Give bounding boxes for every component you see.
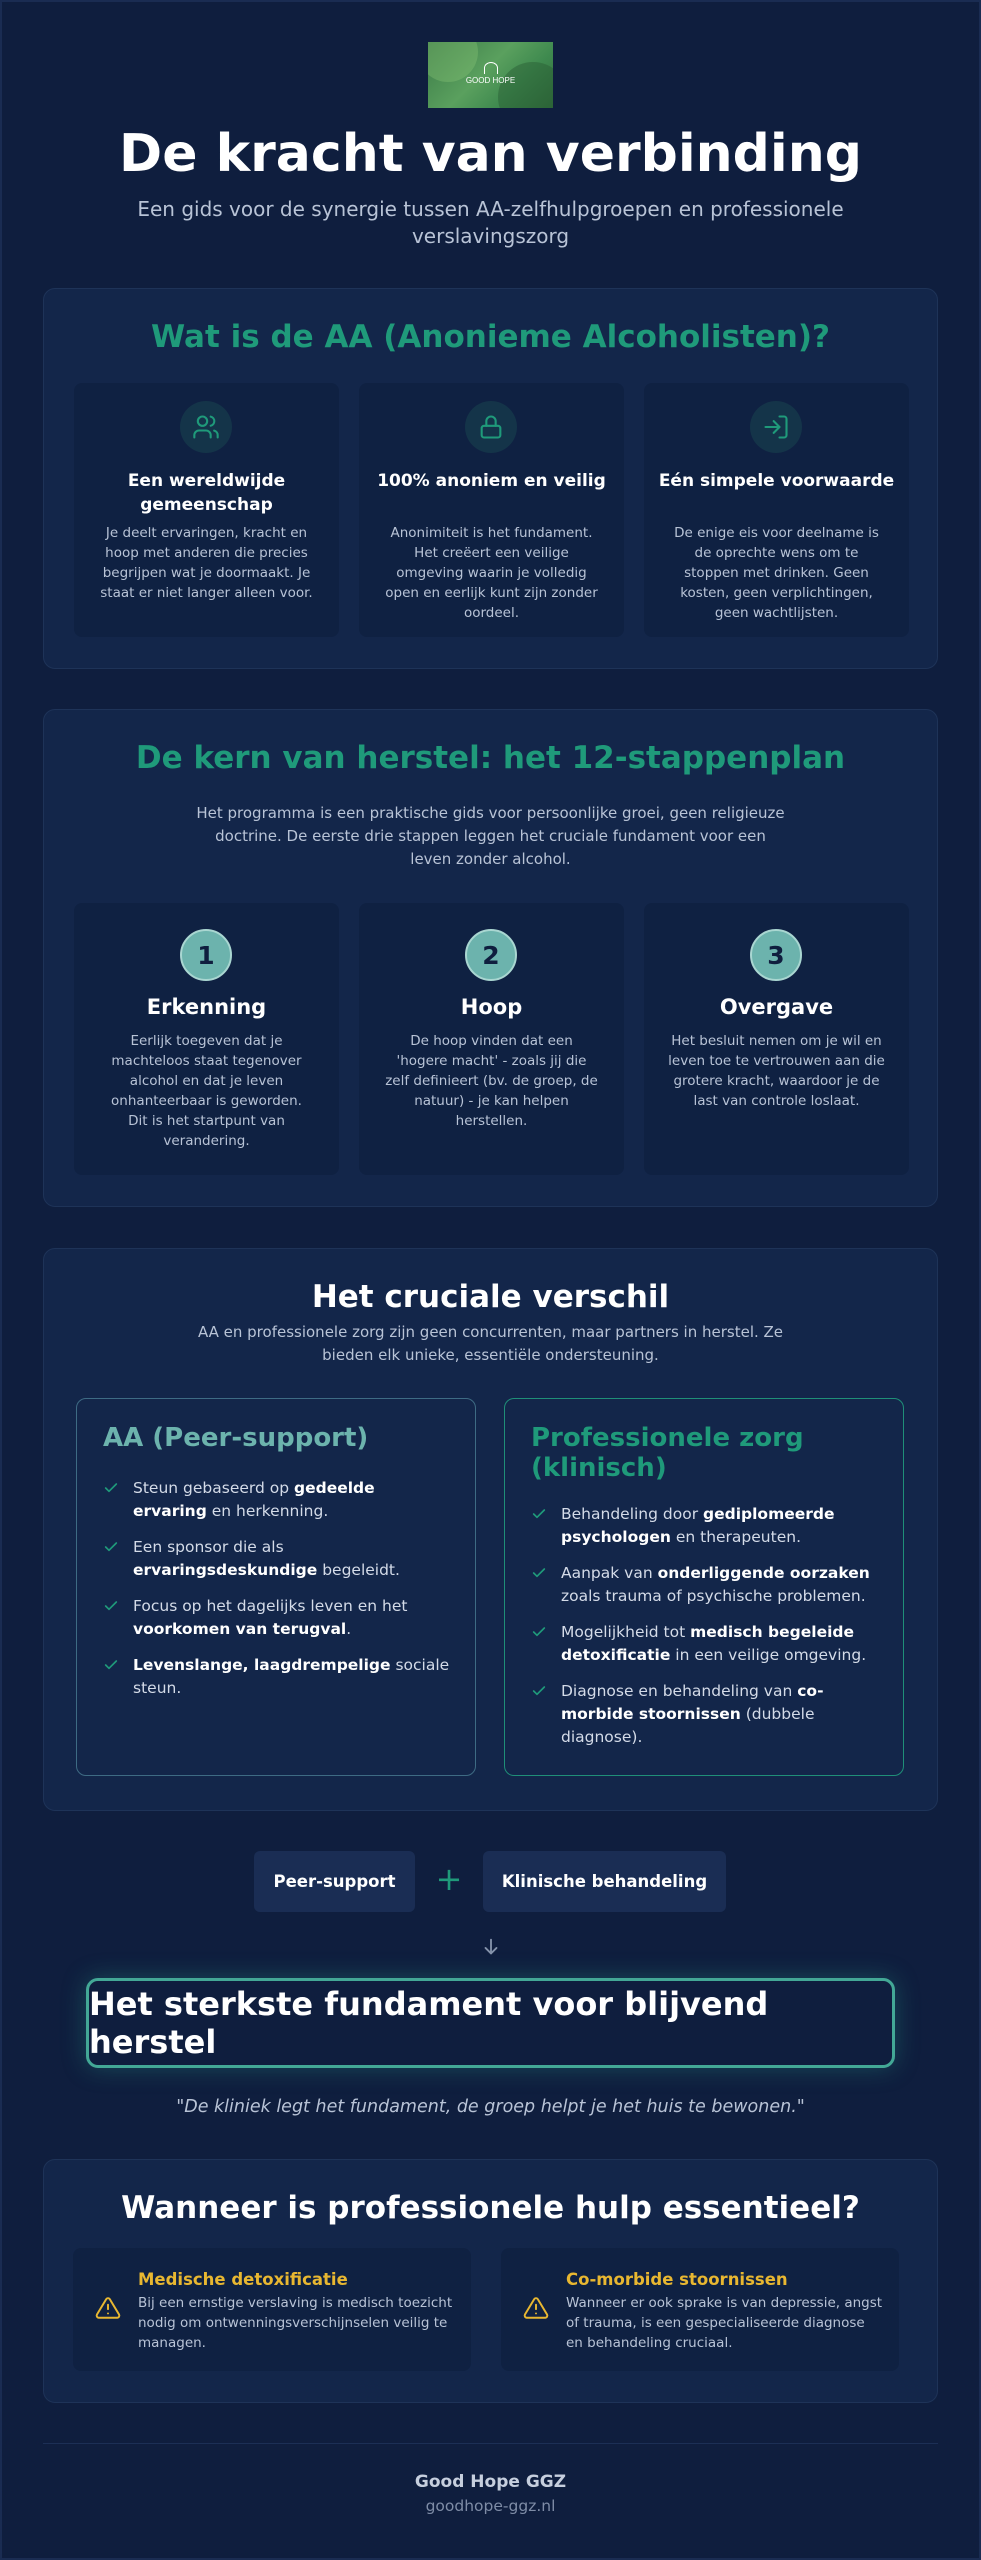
warning-icon xyxy=(95,2295,121,2325)
check-icon xyxy=(531,1506,547,1529)
check-icon xyxy=(103,1539,119,1562)
section-title: Wat is de AA (Anonieme Alcoholisten)? xyxy=(150,319,831,355)
aa-list xyxy=(103,1477,453,1713)
list-item: Mogelijkheid tot medisch begeleide detoxificatie in een veilige omgeving. xyxy=(531,1621,881,1667)
list-item: Steun gebaseerd op gedeelde ervaring en herkenning. xyxy=(103,1477,453,1523)
footer-organization: Good Hope GGZ xyxy=(414,2472,567,2492)
check-icon xyxy=(103,1480,119,1503)
box-title: AA (Peer-support) xyxy=(103,1423,369,1453)
warning-text: Wanneer er ook sprake is van depressie, angst of trauma, is een gespecialiseerde diagnose en behandeling cruciaal. xyxy=(566,2295,883,2351)
step-card-2 xyxy=(359,903,624,1175)
list-item: Diagnose en behandeling van co-morbide stoornissen (dubbele diagnose). xyxy=(531,1680,881,1749)
card-title: Eén simpele voorwaarde xyxy=(658,471,895,491)
aa-card-community xyxy=(74,383,339,637)
quote: "De kliniek legt het fundament, de groep helpt je het huis te bewonen." xyxy=(176,2097,805,2117)
section-title: Wanneer is professionele hulp essentieel? xyxy=(121,2190,860,2226)
list-item: Aanpak van onderliggende oorzaken zoals trauma of psychische problemen. xyxy=(531,1562,881,1608)
card-text: De enige eis voor deelname is de oprechte wens om te stoppen met drinken. Geen kosten, geen verplichtingen, geen wachtlijsten. xyxy=(674,525,879,621)
section-intro: AA en professionele zorg zijn geen concurrenten, maar partners in herstel. Ze bieden elk unieke, essentiële ondersteuning. xyxy=(197,1323,784,1364)
step-number: 2 xyxy=(465,929,517,981)
card-text: Je deelt ervaringen, kracht en hoop met anderen die precies begrijpen wat je doormaakt. Je staat er niet langer alleen voor. xyxy=(100,525,313,601)
clinical-treatment-pill: Klinische behandeling xyxy=(483,1851,726,1912)
footer-website-link[interactable]: goodhope-ggz.nl xyxy=(425,2497,556,2515)
step-number: 3 xyxy=(750,929,802,981)
card-title: Een wereldwijde gemeenschap xyxy=(127,471,286,515)
warning-card-detox xyxy=(73,2248,471,2371)
strongest-foundation-box: Het sterkste fundament voor blijvend herstel xyxy=(86,1978,895,2068)
section-intro: Het programma is een praktische gids voor persoonlijke groei, geen religieuze doctrine. De eerste drie stappen leggen het cruciale fundament voor een leven zonder alcohol. xyxy=(196,804,785,868)
list-item: Levenslange, laagdrempelige sociale steun. xyxy=(103,1654,453,1700)
check-icon xyxy=(531,1683,547,1706)
what-is-aa-section xyxy=(43,288,938,669)
users-icon xyxy=(180,401,232,453)
warning-title: Co-morbide stoornissen xyxy=(566,2270,788,2289)
section-title: De kern van herstel: het 12-stappenplan xyxy=(135,740,846,776)
aa-peer-support-box xyxy=(76,1398,476,1776)
sign-in-icon xyxy=(750,401,802,453)
aa-card-anonymous xyxy=(359,383,624,637)
professional-care-box xyxy=(504,1398,904,1776)
arrow-down-icon xyxy=(480,1936,502,1962)
list-item: Behandeling door gediplomeerde psychologen en therapeuten. xyxy=(531,1503,881,1549)
check-icon xyxy=(531,1565,547,1588)
step-card-1 xyxy=(74,903,339,1175)
warning-card-comorbid xyxy=(501,2248,899,2371)
good-hope-logo: GOOD HOPE xyxy=(428,42,553,108)
step-card-3 xyxy=(644,903,909,1175)
check-icon xyxy=(531,1624,547,1647)
plus-icon: + xyxy=(435,1860,463,1898)
step-title: Overgave xyxy=(719,995,834,1019)
step-number: 1 xyxy=(180,929,232,981)
list-item: Focus op het dagelijks leven en het voorkomen van terugval. xyxy=(103,1595,453,1641)
warning-title: Medische detoxificatie xyxy=(138,2270,348,2289)
twelve-steps-section xyxy=(43,709,938,1207)
step-text: Eerlijk toegeven dat je machteloos staat tegenover alcohol en dat je leven onhanteerbaar is geworden. Dit is het startpunt van verandering. xyxy=(111,1033,302,1149)
step-title: Hoop xyxy=(460,995,523,1019)
list-item: Een sponsor die als ervaringsdeskundige begeleidt. xyxy=(103,1536,453,1582)
card-text: Anonimiteit is het fundament. Het creëert een veilige omgeving waarin je volledig open en eerlijk kunt zijn zonder oordeel. xyxy=(385,525,598,621)
step-text: De hoop vinden dat een 'hogere macht' - zoals jij die zelf definieert (bv. de groep, de natuur) - je kan helpen herstellen. xyxy=(385,1033,598,1129)
warning-icon xyxy=(523,2295,549,2325)
step-text: Het besluit nemen om je wil en leven toe te vertrouwen aan die grotere kracht, waardoor je de last van controle loslaat. xyxy=(668,1033,885,1109)
check-icon xyxy=(103,1657,119,1680)
peer-support-pill: Peer-support xyxy=(254,1851,415,1912)
pro-list xyxy=(531,1503,881,1762)
card-title: 100% anoniem en veilig xyxy=(377,471,606,491)
lock-icon xyxy=(465,401,517,453)
check-icon xyxy=(103,1598,119,1621)
aa-card-requirement xyxy=(644,383,909,637)
page-title: De kracht van verbinding xyxy=(119,124,862,184)
warning-text: Bij een ernstige verslaving is medisch toezicht nodig om ontwenningsverschijnselen veilig te managen. xyxy=(138,2295,453,2351)
section-title: Het cruciale verschil xyxy=(311,1279,670,1315)
footer-divider xyxy=(43,2443,938,2444)
step-title: Erkenning xyxy=(146,995,267,1019)
box-title: Professionele zorg (klinisch) xyxy=(531,1423,804,1483)
page-subtitle: Een gids voor de synergie tussen AA-zelfhulpgroepen en professionele verslavingszorg xyxy=(137,197,844,248)
